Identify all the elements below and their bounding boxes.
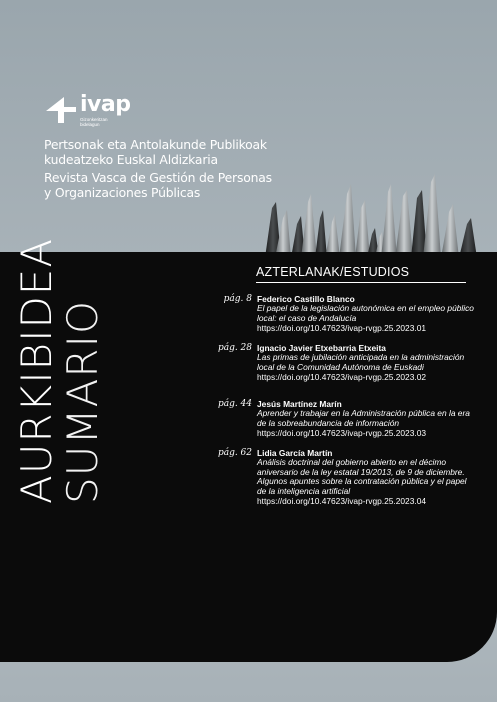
toc-article-title: El papel de la legislación autonómica en el empleo público local: el caso de Andalucía bbox=[257, 303, 474, 323]
toc-author: Jesús Martínez Marín bbox=[257, 399, 342, 409]
ivap-logo bbox=[44, 92, 136, 129]
toc-article-title: Aprender y trabajar en la Administración pública en la era de la sobreabundancia de información bbox=[257, 408, 470, 428]
toc-author: Federico Castillo Blanco bbox=[257, 294, 355, 304]
toc-page-number: pág. 28 bbox=[217, 343, 252, 353]
journal-title bbox=[44, 137, 272, 200]
logo-tagline: Gizonkeritzan bidelagun bbox=[80, 117, 108, 127]
journal-title-spanish-2: y Organizaciones Públicas bbox=[44, 185, 201, 200]
section-heading bbox=[256, 265, 409, 279]
journal-title-spanish-1: Revista Vasca de Gestión de Personas bbox=[44, 170, 272, 185]
toc-doi-link[interactable]: https://doi.org/10.47623/ivap-rvgp.25.2023.03 bbox=[257, 428, 427, 439]
toc-doi-link[interactable]: https://doi.org/10.47623/ivap-rvgp.25.2023.04 bbox=[257, 496, 427, 507]
toc-doi-link[interactable]: https://doi.org/10.47623/ivap-rvgp.25.2023.01 bbox=[257, 323, 427, 334]
pencils-image bbox=[255, 172, 497, 258]
toc-article-title: Las primas de jubilación anticipada en la administración local de la Comunidad Autónoma de Euskadi bbox=[257, 352, 465, 372]
toc-page-number: pág. 44 bbox=[217, 399, 252, 409]
toc-page-number: pág. 62 bbox=[217, 448, 252, 458]
vertical-title-basque: AURKIBIDEA bbox=[12, 237, 61, 504]
logo-wordmark: ivap bbox=[80, 92, 131, 117]
toc-article-title: Análisis doctrinal del gobierno abierto en el décimo aniversario de la ley estatal 19/2013, de 9 de diciembre. Algunos apuntes sobre la contratación pública y el papel de la inteligencia artificial bbox=[257, 457, 467, 496]
section-heading-spanish: ESTUDIOS bbox=[343, 265, 410, 279]
vertical-title-spanish: SUMARIO bbox=[58, 300, 107, 504]
section-divider bbox=[256, 282, 466, 283]
toc-author: Ignacio Javier Etxebarria Etxeita bbox=[257, 343, 386, 353]
section-heading-separator: / bbox=[339, 265, 344, 279]
toc-doi-link[interactable]: https://doi.org/10.47623/ivap-rvgp.25.2023.02 bbox=[257, 372, 427, 383]
vertical-title bbox=[12, 237, 130, 504]
ivap-logo-mark-icon bbox=[44, 95, 78, 125]
toc-author: Lidia García Martín bbox=[257, 448, 333, 458]
toc-page-number: pág. 8 bbox=[223, 294, 252, 304]
journal-title-basque-1: Pertsonak eta Antolakunde Publikoak bbox=[44, 137, 267, 152]
journal-title-basque-2: kudeatzeko Euskal Aldizkaria bbox=[44, 152, 218, 167]
section-heading-basque: AZTERLANAK bbox=[256, 265, 340, 279]
